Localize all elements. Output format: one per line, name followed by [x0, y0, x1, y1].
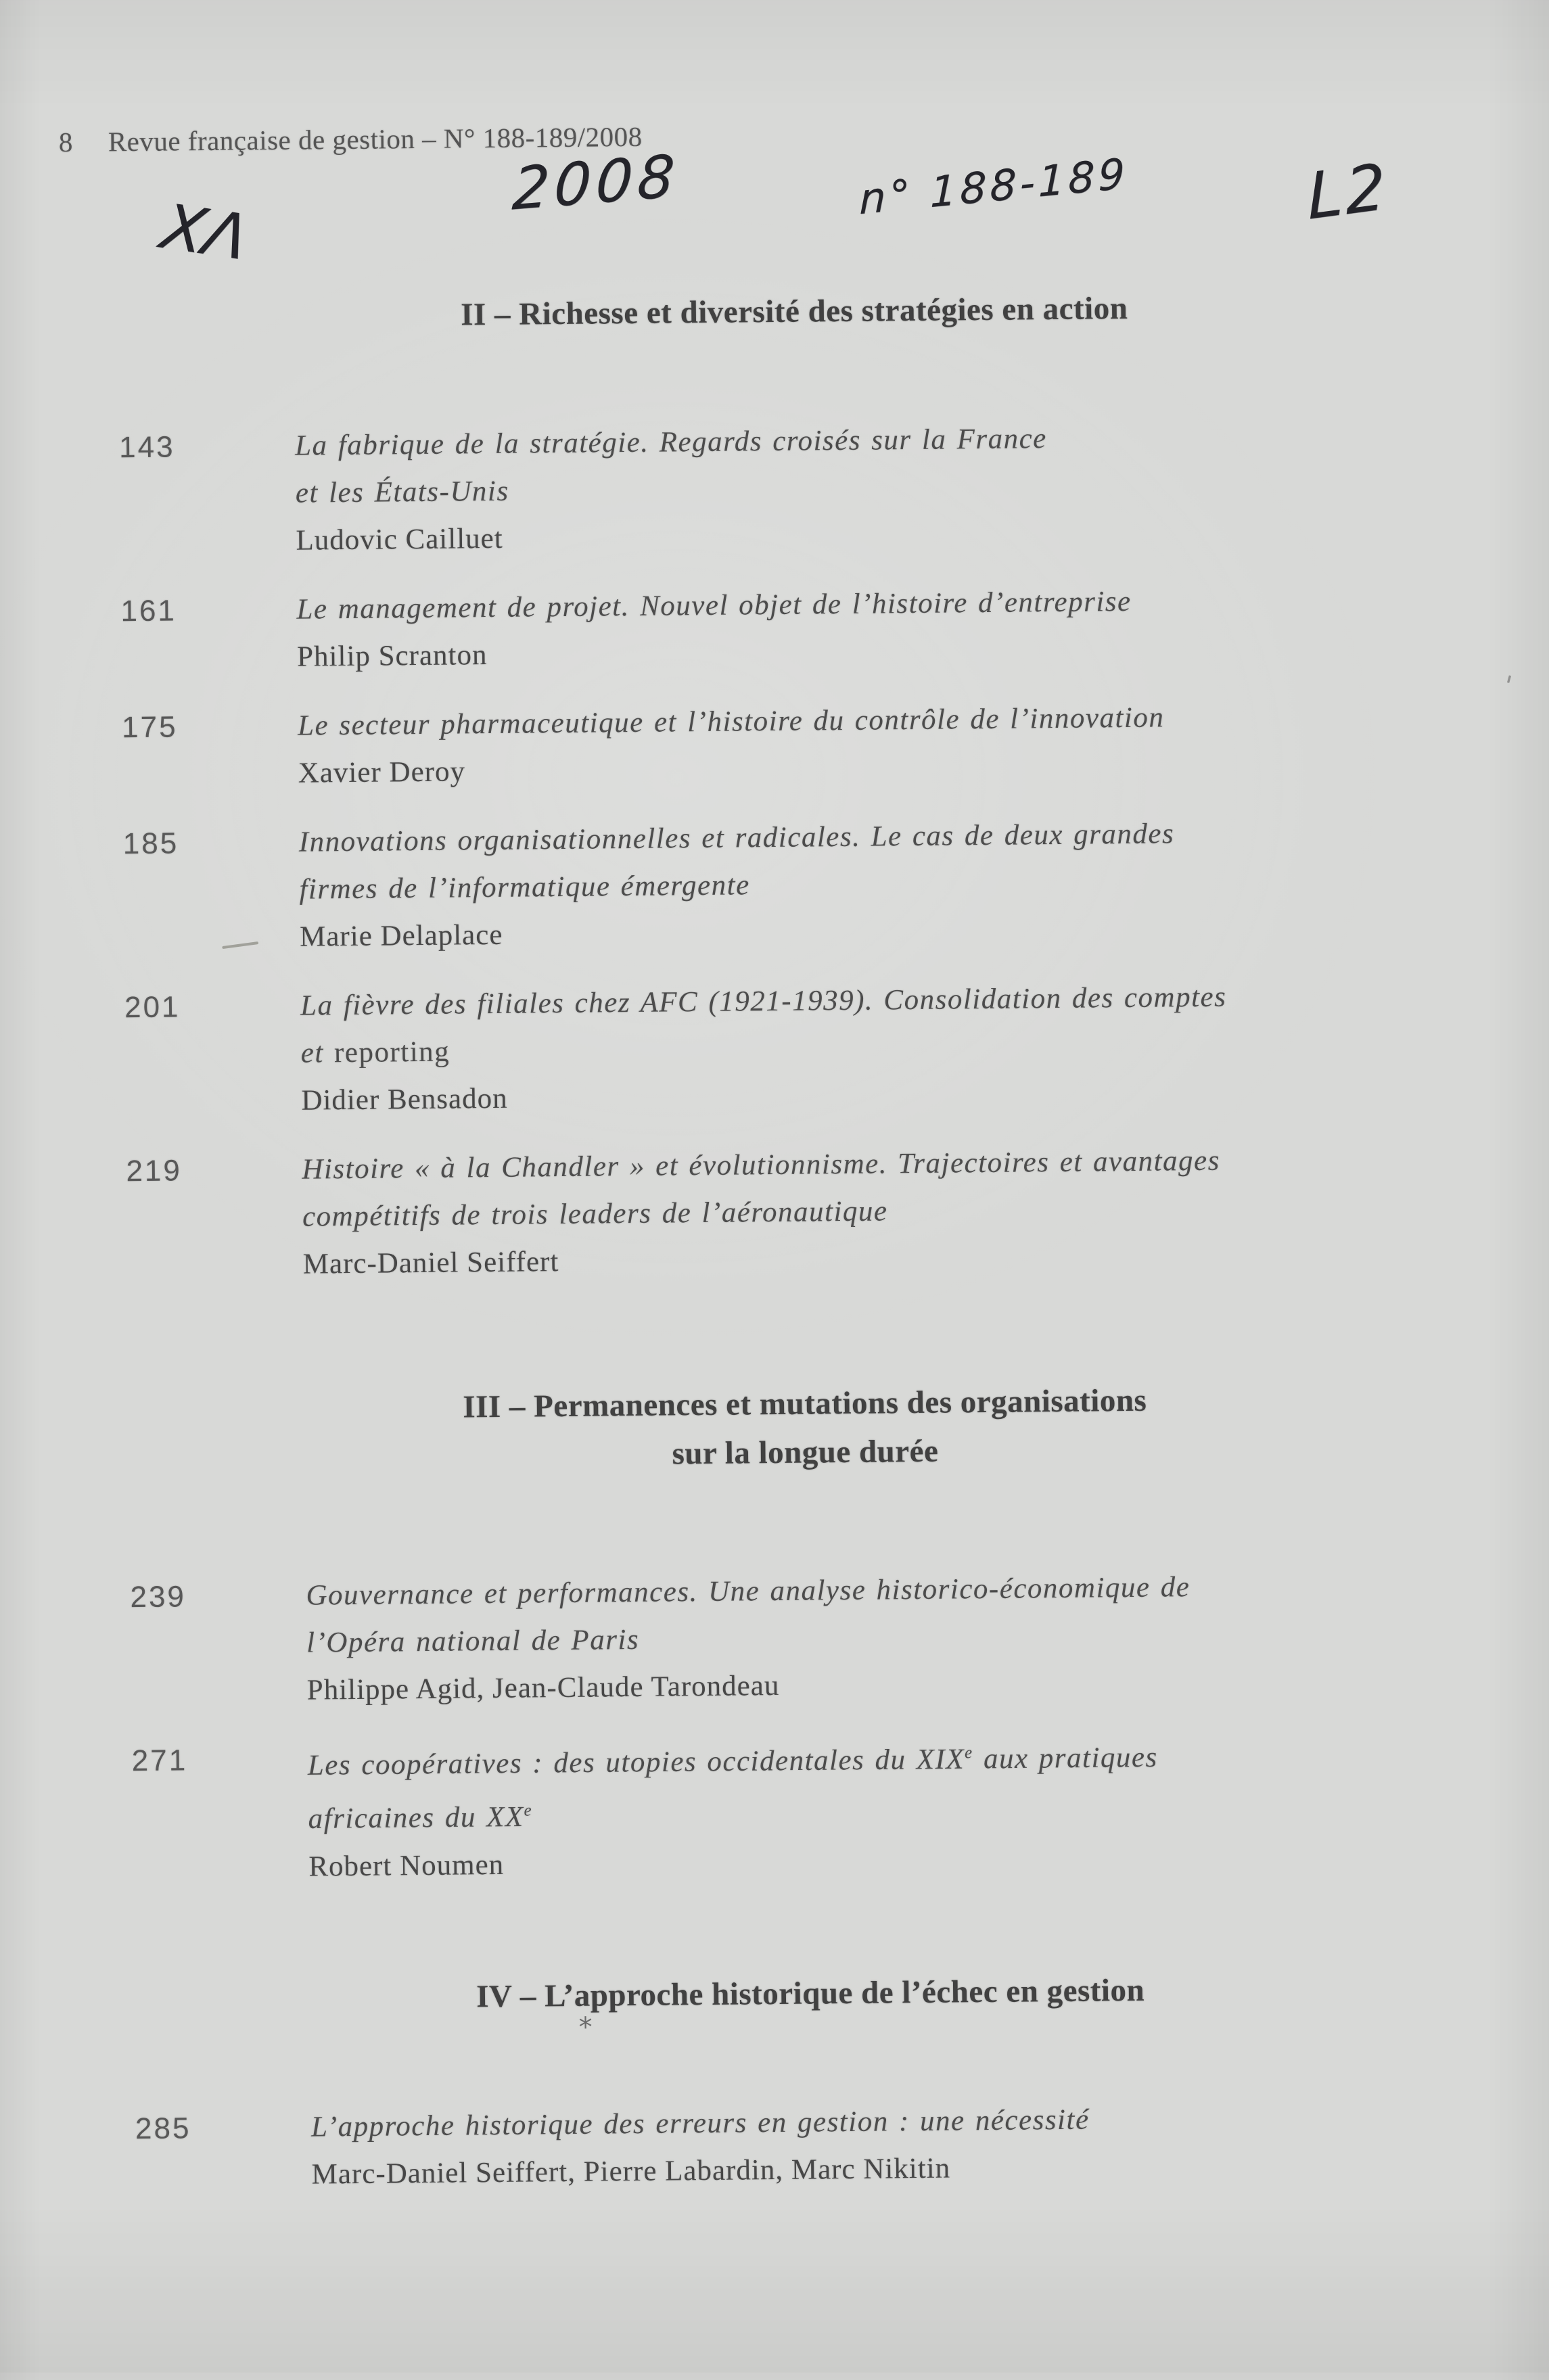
- entry-authors: Xavier Deroy: [298, 755, 466, 789]
- entry-title-segment: firmes de l’informatique émergente: [299, 869, 750, 906]
- entry-text: [300, 971, 1479, 1125]
- entry-title-segment: Le secteur pharmaceutique et l’histoire du contrôle de l’innovation: [297, 701, 1165, 742]
- entry-title-segment: Les coopératives : des utopies occidentales du XIX: [307, 1743, 965, 1781]
- entry-text: [298, 808, 1477, 961]
- toc-entry: [122, 691, 1475, 799]
- toc-entry: [131, 1725, 1485, 1892]
- entry-page-number: 143: [118, 430, 175, 465]
- entry-title-segment: L’approche historique des erreurs en gestion : une nécessité: [310, 2103, 1090, 2143]
- entry-page-number: 175: [121, 710, 178, 745]
- entry-authors: Philip Scranton: [296, 639, 488, 673]
- entry-authors: Ludovic Cailluet: [296, 522, 503, 557]
- entry-title-segment: Innovations organisationnelles et radicales. Le cas de deux grandes: [298, 818, 1175, 858]
- entry-text: [311, 2093, 1489, 2199]
- entry-title-segment: aux pratiques: [973, 1741, 1158, 1775]
- entry-page-number: 271: [131, 1744, 188, 1778]
- entry-title-segment: l’Opéra national de Paris: [306, 1623, 640, 1659]
- entry-title-segment: africaines du XX: [308, 1801, 524, 1836]
- entry-text: [296, 575, 1474, 681]
- toc-entry: [130, 1561, 1484, 1716]
- toc-entry: [126, 1135, 1480, 1290]
- handwritten-shelf-code: L2: [1305, 149, 1390, 235]
- entry-title-segment: Le management de projet. Nouvel objet de l’histoire d’entreprise: [296, 585, 1132, 626]
- entry-title-segment: e: [964, 1744, 973, 1763]
- entry-page-number: 285: [135, 2111, 191, 2145]
- section-heading: [128, 1373, 1481, 1483]
- header-journal-title: Revue française de gestion – N° 188-189/2008: [108, 120, 643, 158]
- section-heading-line: III – Permanences et mutations des organisations: [463, 1382, 1147, 1425]
- entry-title-segment: Histoire « à la Chandler » et évolutionnisme. Trajectoires et avantages: [302, 1144, 1221, 1186]
- handwritten-issue-number: n° 188-189: [859, 148, 1128, 225]
- entry-text: [307, 1725, 1485, 1890]
- entry-authors: Didier Bensadon: [301, 1082, 508, 1117]
- margin-tick-mark: ': [1499, 670, 1515, 703]
- entry-title-segment: La fabrique de la stratégie. Regards croisés sur la France: [294, 423, 1047, 462]
- footnote-mark: *: [578, 2011, 593, 2043]
- section-heading-line: sur la longue durée: [672, 1433, 939, 1472]
- entry-title-segment: La fièvre des filiales chez AFC (1921-1939). Consolidation des comptes: [300, 981, 1227, 1022]
- section-heading-line: IV – L’approche historique de l’échec en gestion: [476, 1972, 1145, 2014]
- entry-title-segment: compétitifs de trois leaders de l’aéronautique: [302, 1195, 888, 1233]
- entry-authors: Marie Delaplace: [299, 918, 503, 953]
- entry-page-number: 201: [124, 990, 181, 1025]
- entry-title-segment: et: [300, 1037, 335, 1069]
- entry-page-number: 185: [122, 826, 179, 861]
- toc-entry: [122, 808, 1477, 962]
- entry-authors: Robert Noumen: [308, 1848, 505, 1883]
- entry-page-number: 161: [120, 594, 177, 628]
- entry-title-segment: et les États-Unis: [295, 475, 509, 509]
- entry-page-number: 239: [130, 1580, 187, 1614]
- entry-title-segment: reporting: [333, 1035, 450, 1069]
- handwritten-year: 2008: [510, 142, 681, 224]
- handwritten-margin-mark: XΛ: [155, 190, 255, 275]
- toc-entry: [120, 575, 1474, 682]
- section-heading-line: II – Richesse et diversité des stratégies en action: [460, 290, 1128, 333]
- toc-entry: [119, 411, 1473, 566]
- section-heading: [118, 281, 1471, 342]
- entry-title-segment: Gouvernance et performances. Une analyse historico-économique de: [306, 1571, 1190, 1612]
- entry-page-number: 219: [126, 1154, 183, 1188]
- entry-text: [306, 1561, 1484, 1714]
- toc: [115, 0, 1489, 2222]
- section-heading: [134, 1963, 1487, 2024]
- entry-authors: Marc-Daniel Seiffert: [302, 1246, 559, 1280]
- entry-text: [295, 411, 1473, 565]
- entry-title-segment: e: [524, 1801, 533, 1820]
- entry-text: [298, 691, 1475, 797]
- entry-authors: Marc-Daniel Seiffert, Pierre Labardin, Marc Nikitin: [311, 2152, 951, 2191]
- entry-authors: Philippe Agid, Jean-Claude Tarondeau: [306, 1669, 780, 1706]
- toc-entry: [135, 2093, 1489, 2200]
- header-page-number: 8: [58, 126, 74, 158]
- entry-text: [302, 1135, 1480, 1288]
- toc-entry: [124, 971, 1479, 1126]
